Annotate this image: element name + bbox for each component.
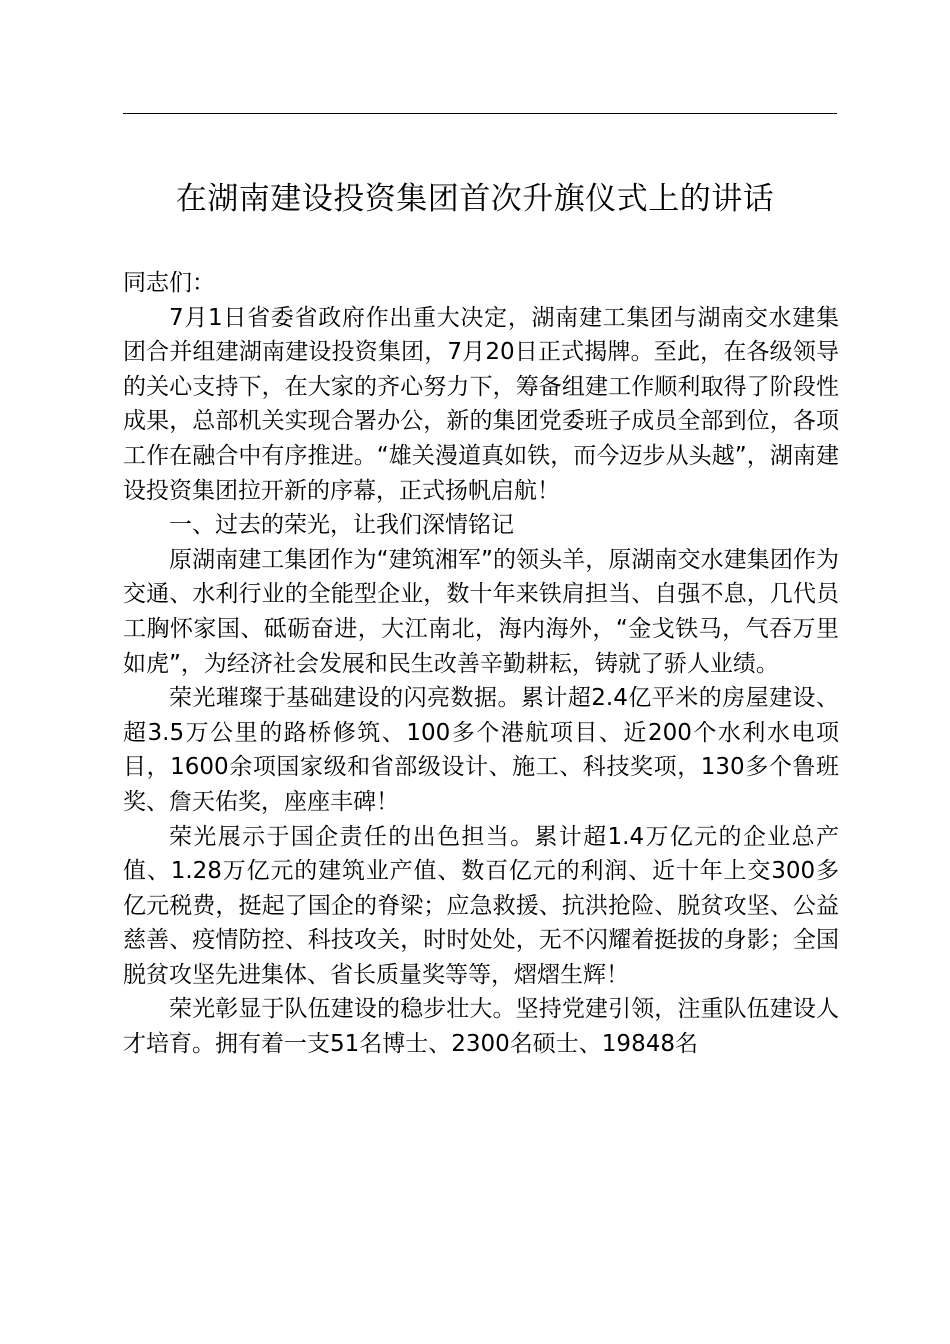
document-body: [123, 266, 839, 1062]
document-title: 在湖南建设投资集团首次升旗仪式上的讲话: [175, 181, 775, 217]
paragraph: 7月1日省委省政府作出重大决定，湖南建工集团与湖南交水建集团合并组建湖南建设投资集团，7月20日正式揭牌。至此，在各级领导的关心支持下，在大家的齐心努力下，筹备组建工作顺利取得了阶段性成果，总部机关实现合署办公，新的集团党委班子成员全部到位，各项工作在融合中有序推进。“雄关漫道真如铁，而今迈步从头越”，湖南建设投资集团拉开新的序幕，正式扬帆启航！: [123, 304, 839, 504]
paragraph: 荣光璀璨于基础建设的闪亮数据。累计超2.4亿平米的房屋建设、超3.5万公里的路桥修筑、100多个港航项目、近200个水利水电项目，1600余项国家级和省部级设计、施工、科技奖项，130多个鲁班奖、詹天佑奖，座座丰碑！: [123, 685, 839, 815]
paragraph: 荣光展示于国企责任的出色担当。累计超1.4万亿元的企业总产值、1.28万亿元的建筑业产值、数百亿元的利润、近十年上交300多亿元税费，挺起了国企的脊梁；应急救援、抗洪抢险、脱贫攻坚、公益慈善、疫情防控、科技攻关，时时处处，无不闪耀着挺拔的身影；全国脱贫攻坚先进集体、省长质量奖等等，熠熠生辉！: [123, 823, 839, 988]
paragraph: 荣光彰显于队伍建设的稳步壮大。坚持党建引领，注重队伍建设人才培育。拥有着一支51名博士、2300名硕士、19848名: [123, 996, 839, 1058]
header-rule: [123, 113, 837, 114]
salutation: 同志们：: [123, 270, 215, 296]
section-heading: 一、过去的荣光，让我们深情铭记: [169, 512, 514, 539]
paragraph: 原湖南建工集团作为“建筑湘军”的领头羊，原湖南交水建集团作为交通、水利行业的全能型企业，数十年来铁肩担当、自强不息，几代员工胸怀家国、砥砺奋进，大江南北，海内海外，“金戈铁马，气吞万里如虎”，为经济社会发展和民生改善辛勤耕耘，铸就了骄人业绩。: [123, 546, 839, 677]
